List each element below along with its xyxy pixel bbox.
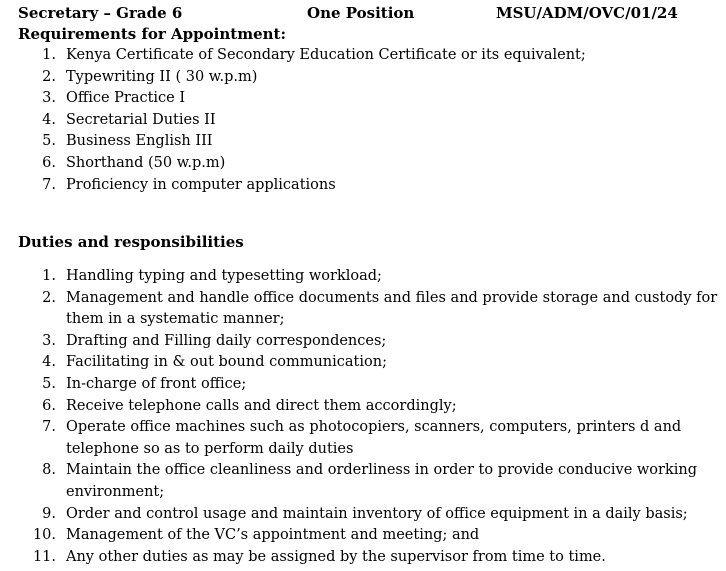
item-number: 5. — [42, 133, 56, 150]
item-text: Office Practice I — [66, 90, 186, 107]
item-text: Management of the VC’s appointment and meeting; and — [66, 527, 480, 544]
requirements-heading: Requirements for Appointment: — [18, 25, 286, 43]
item-number: 9. — [42, 505, 56, 522]
requirements-list — [0, 45, 720, 196]
item-number: 8. — [42, 462, 56, 479]
item-text: Operate office machines such as photocopiers, scanners, computers, printers d and telephone so as to perform daily duties — [66, 419, 682, 457]
item-text: Secretarial Duties II — [66, 111, 216, 128]
list-item — [0, 460, 720, 503]
item-number: 5. — [42, 375, 56, 392]
list-item — [0, 374, 720, 396]
list-item — [0, 352, 720, 374]
list-item — [0, 88, 720, 110]
list-item — [0, 266, 720, 288]
item-number: 2. — [42, 289, 56, 306]
item-text: Facilitating in & out bound communication; — [66, 354, 387, 371]
item-number: 3. — [42, 332, 56, 349]
item-text: Management and handle office documents and files and provide storage and custody for them in a systematic manner; — [66, 289, 718, 328]
duties-heading: Duties and responsibilities — [18, 233, 244, 251]
item-text: Order and control usage and maintain inventory of office equipment in a daily basis; — [66, 505, 688, 522]
item-text: Drafting and Filling daily correspondences; — [66, 332, 387, 349]
item-text: Any other duties as may be assigned by the supervisor from time to time. — [66, 548, 606, 565]
list-item — [0, 396, 720, 418]
item-text: Maintain the office cleanliness and orderliness in order to provide conducive working environment; — [66, 462, 698, 500]
job-header — [18, 4, 718, 24]
item-text: Proficiency in computer applications — [66, 176, 336, 193]
list-item — [0, 153, 720, 175]
item-number: 10. — [32, 527, 56, 544]
item-number: 7. — [42, 176, 56, 193]
item-number: 1. — [42, 268, 56, 284]
list-item — [0, 45, 720, 67]
duties-list — [0, 266, 720, 568]
item-number: 4. — [42, 354, 56, 371]
post-title: Secretary – Grade 6 — [18, 4, 183, 22]
list-item — [0, 67, 720, 89]
number-of-positions: One Position — [307, 4, 415, 22]
list-item — [0, 504, 720, 526]
item-number: 3. — [42, 90, 56, 107]
list-item — [0, 331, 720, 353]
item-number: 6. — [42, 154, 56, 171]
item-text: Business English III — [66, 133, 213, 150]
item-text: Handling typing and typesetting workload; — [66, 268, 382, 284]
list-item — [0, 131, 720, 153]
item-number: 2. — [42, 68, 56, 85]
item-number: 4. — [42, 111, 56, 128]
list-item — [0, 288, 720, 331]
item-text: Shorthand (50 w.p.m) — [66, 154, 226, 171]
item-text: Kenya Certificate of Secondary Education Certificate or its equivalent; — [66, 47, 586, 63]
list-item — [0, 547, 720, 569]
item-number: 1. — [42, 47, 56, 63]
item-text: Typewriting II ( 30 w.p.m) — [66, 68, 258, 85]
item-text: Receive telephone calls and direct them accordingly; — [66, 397, 457, 414]
list-item — [0, 525, 720, 547]
list-item — [0, 175, 720, 197]
reference-code: MSU/ADM/OVC/01/24 — [496, 4, 678, 22]
item-number: 7. — [42, 419, 56, 436]
item-number: 6. — [42, 397, 56, 414]
list-item — [0, 417, 720, 460]
item-text: In-charge of front office; — [66, 375, 247, 392]
item-number: 11. — [32, 548, 56, 565]
list-item — [0, 110, 720, 132]
